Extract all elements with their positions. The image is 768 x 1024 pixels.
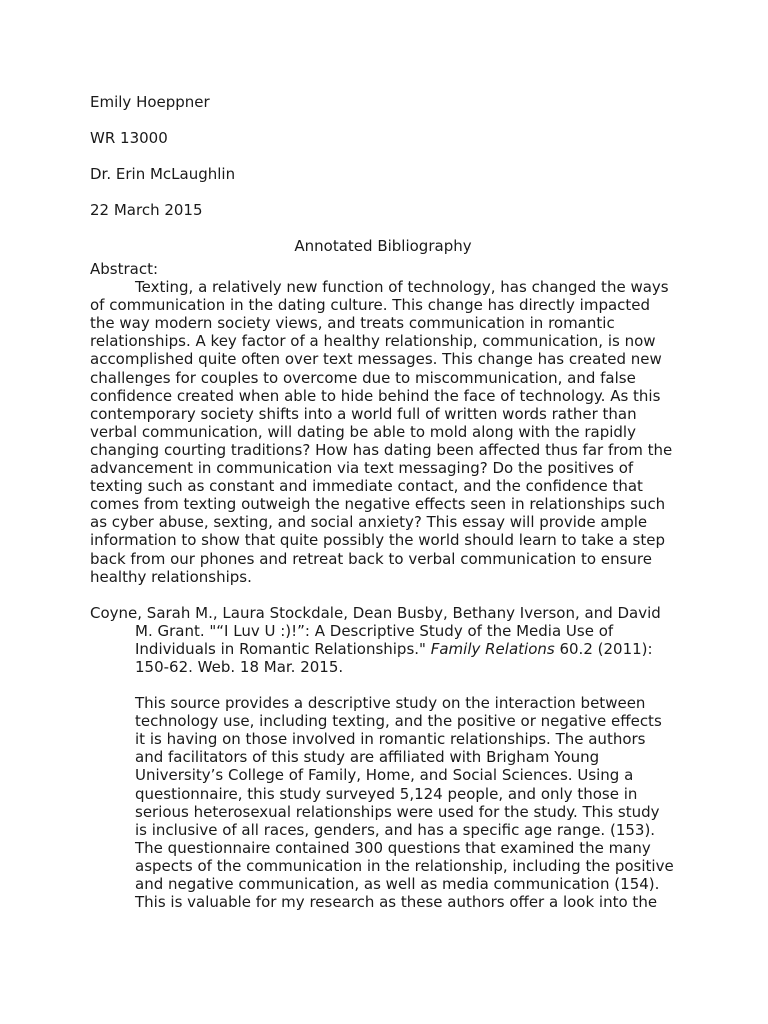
annotation-body [90, 694, 690, 911]
annotation-line: it is having on those involved in romantic relationships. The authors [135, 730, 646, 749]
abstract-line: confidence created when able to hide behind the face of technology. As this [90, 386, 661, 405]
annotation-line: and negative communication, as well as media communication (154). [135, 875, 660, 893]
citation-line: Coyne, Sarah M., Laura Stockdale, Dean Busby, Bethany Iverson, and David [90, 603, 661, 622]
spacer [90, 586, 690, 604]
annotation-line: is inclusive of all races, genders, and has a specific age range. (153). [135, 820, 656, 839]
citation-text: 60.2 (2011): [554, 639, 653, 658]
author-name: Emily Hoeppner [90, 93, 210, 111]
abstract-line: healthy relationships. [90, 567, 252, 586]
citation-text: M. Grant. "“I Luv U :)!”: A Descriptive Study of the Media Use of [135, 621, 614, 640]
annotation-line: serious heterosexual relationships were used for the study. This study [135, 802, 660, 821]
citation-text: Individuals in Romantic Relationships." [135, 639, 431, 658]
citation-line [90, 640, 690, 658]
abstract-line: back from our phones and retreat back to verbal communication to ensure [90, 549, 652, 568]
abstract-line: as cyber abuse, sexting, and social anxiety? This essay will provide ample [90, 513, 648, 532]
document-page [90, 92, 690, 911]
abstract-line: relationships. A key factor of a healthy relationship, communication, is now [90, 332, 656, 351]
annotation-line: University’s College of Family, Home, and Social Sciences. Using a [135, 766, 634, 785]
abstract-body [90, 278, 690, 586]
journal-title: Family Relations [430, 639, 555, 658]
citation-line [90, 622, 690, 640]
annotation-line: technology use, including texting, and the positive or negative effects [135, 712, 662, 731]
bibliography-citation [90, 604, 690, 676]
abstract-line: changing courting traditions? How has dating been affected thus far from the [90, 440, 673, 459]
abstract-line: contemporary society shifts into a world full of written words rather than [90, 404, 637, 423]
citation-line: 150-62. Web. 18 Mar. 2015. [135, 657, 344, 676]
abstract-line: Texting, a relatively new function of technology, has changed the ways [135, 278, 669, 297]
annotation-line: The questionnaire contained 300 questions that examined the many [135, 838, 651, 857]
instructor-name: Dr. Erin McLaughlin [90, 165, 236, 183]
annotation-line: This source provides a descriptive study on the interaction between [135, 694, 646, 713]
abstract-line: verbal communication, will dating be able to mold along with the rapidly [90, 422, 636, 441]
abstract-line: information to show that quite possibly the world should learn to take a step [90, 531, 665, 550]
abstract-line: advancement in communication via text messaging? Do the positives of [90, 459, 634, 478]
spacer [90, 676, 690, 694]
abstract-line: the way modern society views, and treats communication in romantic [90, 314, 615, 333]
abstract-line: challenges for couples to overcome due to miscommunication, and false [90, 368, 636, 387]
abstract-line: accomplished quite often over text messages. This change has created new [90, 350, 662, 369]
annotation-line: questionnaire, this study surveyed 5,124 people, and only those in [135, 784, 638, 803]
abstract-line: of communication in the dating culture. This change has directly impacted [90, 296, 651, 315]
abstract-line: texting such as constant and immediate contact, and the confidence that [90, 477, 643, 496]
abstract-line: comes from texting outweigh the negative effects seen in relationships such [90, 495, 666, 514]
abstract-label: Abstract: [90, 260, 159, 278]
annotation-line: aspects of the communication in the relationship, including the positive [135, 856, 674, 875]
document-date: 22 March 2015 [90, 201, 203, 219]
page-title: Annotated Bibliography [294, 237, 472, 255]
document-title [90, 236, 690, 260]
annotation-line: This is valuable for my research as these authors offer a look into the [135, 893, 658, 912]
course-number: WR 13000 [90, 129, 168, 147]
annotation-line: and facilitators of this study are affiliated with Brigham Young [135, 748, 600, 767]
